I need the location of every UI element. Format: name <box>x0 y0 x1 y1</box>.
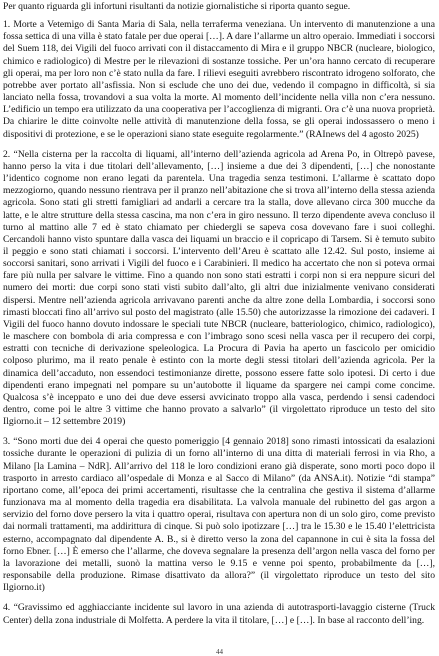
intro-paragraph: Per quanto riguarda gli infortuni risultanti da notizie giornalistiche si riporta quanto segue. <box>3 1 351 12</box>
incident-1-paragraph: 1. Morte a Vetemigo di Santa Maria di Sala, nella terraferma veneziana. Un intervento di manutenzione a una fossa settica di una villa è stato fatale per due operai […]. A dare l’allarme un altro operaio. Immediati i soccorsi del Suem 118, dei Vigili del fuoco arrivati con il distaccamento di Mira e il gruppo NBCR (nucleare, biologico, chimico e radiologico) di Mestre per le rilevazioni di sostanze tossiche. Per un’ora hanno cercato di recuperare gli operai, ma per loro non c’è stato nulla da fare. I rilievi eseguiti avrebbero riscontrato idrogeno solforato, che potrebbe aver portato all’asfissia. Non si esclude che uno dei due, vedendo il compagno in difficoltà, si sia lanciato nella fossa, trovandovi a sua volta la morte. Al momento dell’incidente nella villa non c’era nessuno. L’edificio un tempo era utilizzato da una cooperativa per l’accoglienza di migranti. Ora c’è una nuova proprietà. Da chiarire le ditte coinvolte nelle attività di manutenzione della fossa, se gli operai indossassero o meno i dispositivi di protezione, e se le operazioni siano state eseguite regolarmente.” (RAInews del 4 agosto 2025) <box>3 19 435 140</box>
incident-4-paragraph: 4. “Gravissimo ed agghiacciante incidente sul lavoro in una azienda di autotrasporti-lavaggio cisterne (Truck Center) della zona industriale di Molfetta. A perdere la vita il titolare, […] e […]. In base al racconto dell’ing. <box>3 602 435 626</box>
page-number: 44 <box>216 648 223 656</box>
incident-3-paragraph: 3. “Sono morti due dei 4 operai che questo pomeriggio [4 gennaio 2018] sono rimasti intossicati da esalazioni tossiche durante le operazioni di pulizia di un forno all’interno di una ditta di materiali ferrosi in via Rho, a Milano [la Lamina – NdR]. All’arrivo del 118 le loro condizioni erano già disperate, sono morti poco dopo il trasporto in arresto cardiaco all’ospedale di Monza e al Sacco di Milano” (da ANSA.it). Notizie “di stampa” riportano come, all’epoca dei primi accertamenti, risultasse che la centralina che gestiva il sistema d’allarme funzionava ma al momento della tragedia era disabilitata. La valvola manuale del rubinetto del gas argon a servizio del forno dove persero la vita i quattro operai, risultava con apertura non di un solo giro, come previsto dai normali trattamenti, ma addirittura di cinque. Si può solo ipotizzare […] tra le 15.30 e le 15.40 l’elettricista esterno, accompagnato dal dipendente A. B., si è diretto verso la zona del capannone in cui è sita la fossa del forno Ebner. […] È emerso che l’allarme, che doveva segnalare la presenza dell’argon nella vasca del forno per la lavorazione dei metalli, suonò la mattina verso le 9.15 e venne poi spento, probabilmente da […], responsabile della produzione. Rimase disattivato da allora?” (il virgolettato riproduce un testo del sito Ilgiorno.it) <box>3 436 435 594</box>
incident-2-paragraph: 2. “Nella cisterna per la raccolta di liquami, all’interno dell’azienda agricola ad Arena Po, in Oltrepò pavese, hanno perso la vita i due titolari dell’allevamento, […] insieme a due dei 3 dipendenti, […] che nonostante l’identico cognome non erano legati da parentela. Una tragedia senza testimoni. L’allarme è scattato dopo mezzogiorno, quando nessuno rientrava per il pranzo nell’abitazione che si trova all’interno della stessa azienda agricola. Sono stati gli stretti famigliari ad andarli a cercare tra la stalla, dove allevano circa 300 mucche da latte, e le altre strutture della stessa cascina, ma non c’era in giro nessuno. Il terzo dipendente aveva concluso il turno al mattino alle 7 ed è stato chiamato per chiedergli se sapeva cosa dovevano fare i suoi colleghi. Cercandoli hanno visto spuntare dalla vasca dei liquami un braccio e il copricapo di Tarsem. Si è temuto subito il peggio e sono stati chiamati i soccorsi. L’intervento dell’Areu è scattato alle 12.42. Sul posto, insieme ai soccorsi sanitari, sono arrivati i Vigili del fuoco e i Carabinieri. Il medico ha accertato che non si poteva ormai fare più nulla per salvare le vittime. Fino a quando non sono stati estratti i corpi non si era neppure sicuri del numero dei morti: due corpi sono stati visti subito dall’alto, gli altri due inizialmente venivano considerati dispersi. Mentre nell’azienda agricola arrivavano parenti anche da altre zone della Lombardia, i soccorsi sono rimasti bloccati fino all’arrivo sul posto del magistrato (alle 15.50) che autorizzasse la rimozione dei cadaveri. I Vigili del fuoco hanno dovuto indossare le speciali tute NBCR (nucleare, batteriologico, chimico, radiologico), le maschere con bombola di aria compressa e con l’imbrago sono scesi nella vasca per il recupero dei corpi, estratti con tecniche di derivazione speleologica. La Procura di Pavia ha aperto un fascicolo per omicidio colposo plurimo, ma il reato penale è estinto con la morte degli stessi titolari dell’azienda agricola. Per la dinamica dell’accaduto, non essendoci testimonianze dirette, possono essere fatte solo ipotesi. Di certo i due dipendenti erano impegnati nel pompare su un’autobotte il liquame da spargere nei campi come concime. Qualcosa s’è inceppato e uno dei due deve essersi avvicinato troppo alla vasca, perdendo i sensi cadendoci dentro, come poi le altre 3 vittime che hanno provato a salvarlo” (il virgolettato riproduce un testo del sito Ilgiorno.it – 12 settembre 2019) <box>3 148 435 428</box>
document-page <box>3 1 435 635</box>
